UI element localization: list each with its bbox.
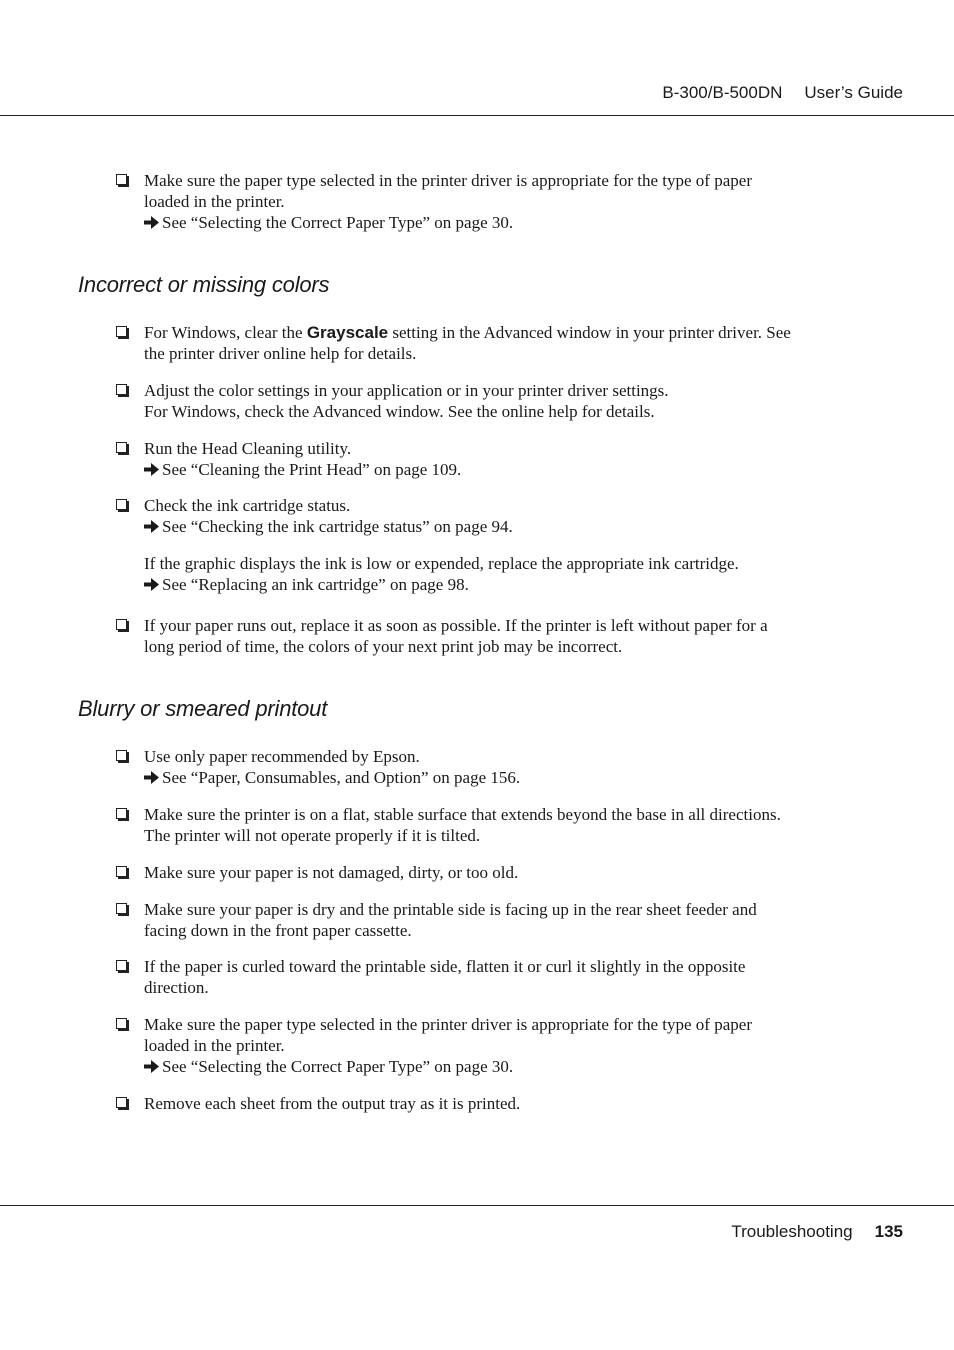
list-item: Run the Head Cleaning utility. See “Cleaning the Print Head” on page 109. [116,438,886,480]
list-item: Check the ink cartridge status. See “Checking the ink cartridge status” on page 94. If the graphic displays the ink is low or expended, replace the appropriate ink cartridge. See “Replacing an ink cartridge” on page 98. [116,495,886,595]
checkbox-bullet-icon [116,619,127,630]
checkbox-bullet-icon [116,174,127,185]
cross-reference[interactable]: See “Cleaning the Print Head” on page 109. [144,459,886,480]
cross-reference[interactable]: See “Checking the ink cartridge status” on page 94. [144,516,886,537]
arrow-right-icon [144,1056,162,1077]
arrow-right-icon [144,574,162,595]
cross-reference[interactable]: See “Paper, Consumables, and Option” on page 156. [144,767,886,788]
section-heading: Blurry or smeared printout [78,696,328,721]
page-number: 135 [874,1222,903,1241]
header-model: B-300/B-500DN [662,83,783,102]
list-item: Adjust the color settings in your application or in your printer driver settings. For Windows, check the Advanced window. See the online help for details. [116,380,886,422]
list-item: Make sure your paper is not damaged, dirty, or too old. [116,862,886,883]
list-item: Make sure your paper is dry and the printable side is facing up in the rear sheet feeder and facing down in the front paper cassette. [116,899,886,941]
list-item: Make sure the paper type selected in the printer driver is appropriate for the type of paper loaded in the printer. See “Selecting the Correct Paper Type” on page 30. [116,1014,886,1077]
checkbox-bullet-icon [116,750,127,761]
checkbox-bullet-icon [116,384,127,395]
arrow-right-icon [144,767,162,788]
footer-rule [0,1205,954,1206]
checkbox-bullet-icon [116,326,127,337]
header-guide: User’s Guide [804,83,903,102]
list-item: For Windows, clear the Grayscale setting in the Advanced window in your printer driver. See the printer driver online help for details. [116,322,886,364]
grayscale-term: Grayscale [306,323,389,342]
cross-reference[interactable]: See “Selecting the Correct Paper Type” on page 30. [144,212,886,233]
checkbox-bullet-icon [116,960,127,971]
cross-reference[interactable]: See “Selecting the Correct Paper Type” on page 30. [144,1056,886,1077]
list-item: If your paper runs out, replace it as soon as possible. If the printer is left without paper for a long period of time, the colors of your next print job may be incorrect. [116,615,886,657]
section-heading: Incorrect or missing colors [78,272,330,297]
arrow-right-icon [144,516,162,537]
checkbox-bullet-icon [116,499,127,510]
cross-reference[interactable]: See “Replacing an ink cartridge” on page 98. [144,574,886,595]
checkbox-bullet-icon [116,1097,127,1108]
checkbox-bullet-icon [116,442,127,453]
checkbox-bullet-icon [116,1018,127,1029]
header-rule [0,115,954,116]
list-item: Make sure the paper type selected in the printer driver is appropriate for the type of paper loaded in the printer. See “Selecting the Correct Paper Type” on page 30. [116,170,886,233]
list-item: Remove each sheet from the output tray as it is printed. [116,1093,886,1114]
checkbox-bullet-icon [116,866,127,877]
list-item: Make sure the printer is on a flat, stable surface that extends beyond the base in all directions. The printer will not operate properly if it is tilted. [116,804,886,846]
page-footer [731,1222,903,1242]
list-item: Use only paper recommended by Epson. See “Paper, Consumables, and Option” on page 156. [116,746,886,788]
checkbox-bullet-icon [116,903,127,914]
arrow-right-icon [144,212,162,233]
page-header [662,83,903,103]
footer-section: Troubleshooting [731,1222,853,1241]
arrow-right-icon [144,459,162,480]
list-item: If the paper is curled toward the printable side, flatten it or curl it slightly in the opposite direction. [116,956,886,998]
checkbox-bullet-icon [116,808,127,819]
